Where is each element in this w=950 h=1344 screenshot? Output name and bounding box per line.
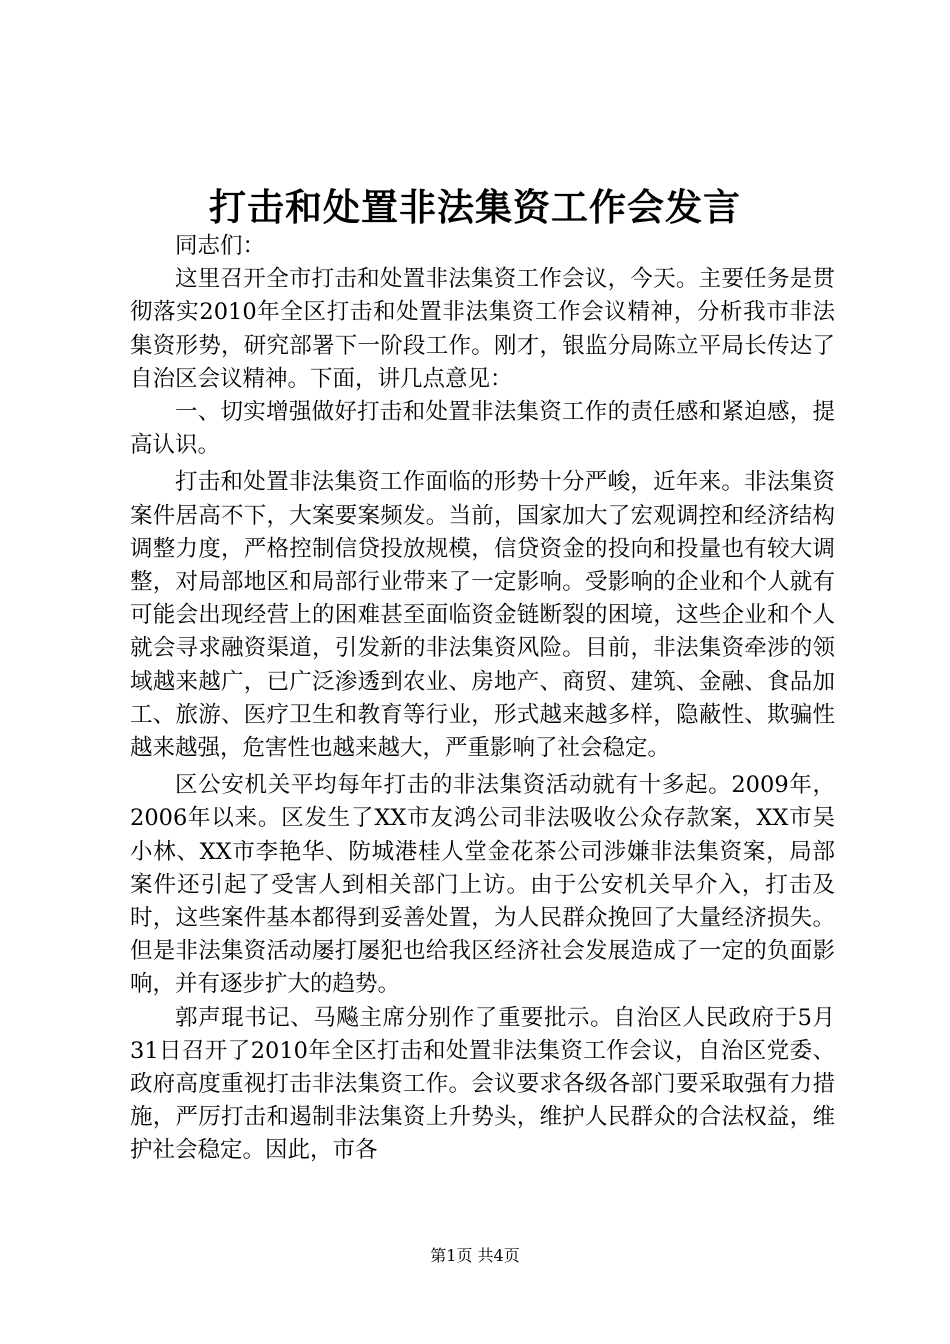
page-footer: 第1页 共4页 bbox=[430, 1246, 520, 1265]
salutation: 同志们： bbox=[175, 233, 266, 259]
paragraph-situation: 打击和处置非法集资工作面临的形势十分严峻，近年来。非法集资案件居高不下，大案要案频发。当前，国家加大了宏观调控和经济结构调整力度，严格控制信贷投放规模，信贷资金的投向和投量也有较大调整，对局部地区和局部行业带来了一定影响。受影响的企业和个人就有可能会出现经营上的困难甚至面临资金链断裂的困境，这些企业和个人就会寻求融资渠道，引发新的非法集资风险。目前，非法集资牵涉的领域越来越广，已广泛渗透到农业、房地产、商贸、建筑、金融、食品加工、旅游、医疗卫生和教育等行业，形式越来越多样，隐蔽性、欺骗性越来越强，危害性也越来越大，严重影响了社会稳定。 bbox=[130, 469, 835, 762]
paragraph-cases: 区公安机关平均每年打击的非法集资活动就有十多起。2009年，2006年以来。区发生了XX市友鸿公司非法吸收公众存款案，XX市吴小林、XX市李艳华、防城港桂人堂金花茶公司涉嫌非法集资案，局部案件还引起了受害人到相关部门上访。由于公安机关早介入，打击及时，这些案件基本都得到妥善处置，为人民群众挽回了大量经济损失。但是非法集资活动屡打屡犯也给我区经济社会发展造成了一定的负面影响，并有逐步扩大的趋势。 bbox=[130, 772, 835, 998]
document-body bbox=[130, 230, 835, 1168]
paragraph-intro: 这里召开全市打击和处置非法集资工作会议，今天。主要任务是贯彻落实2010年全区打击和处置非法集资工作会议精神，分析我市非法集资形势，研究部署下一阶段工作。刚才，银监分局陈立平局长传达了自治区会议精神。下面，讲几点意见： bbox=[130, 266, 835, 392]
section-heading-1: 一、切实增强做好打击和处置非法集资工作的责任感和紧迫感，提高认识。 bbox=[130, 399, 835, 459]
paragraph-instructions: 郭声琨书记、马飚主席分别作了重要批示。自治区人民政府于5月31日召开了2010年全区打击和处置非法集资工作会议，自治区党委、政府高度重视打击非法集资工作。会议要求各级各部门要采取强有力措施，严厉打击和遏制非法集资上升势头，维护人民群众的合法权益，维护社会稳定。因此，市各 bbox=[130, 1004, 835, 1164]
document-title: 打击和处置非法集资工作会发言 bbox=[209, 185, 741, 229]
